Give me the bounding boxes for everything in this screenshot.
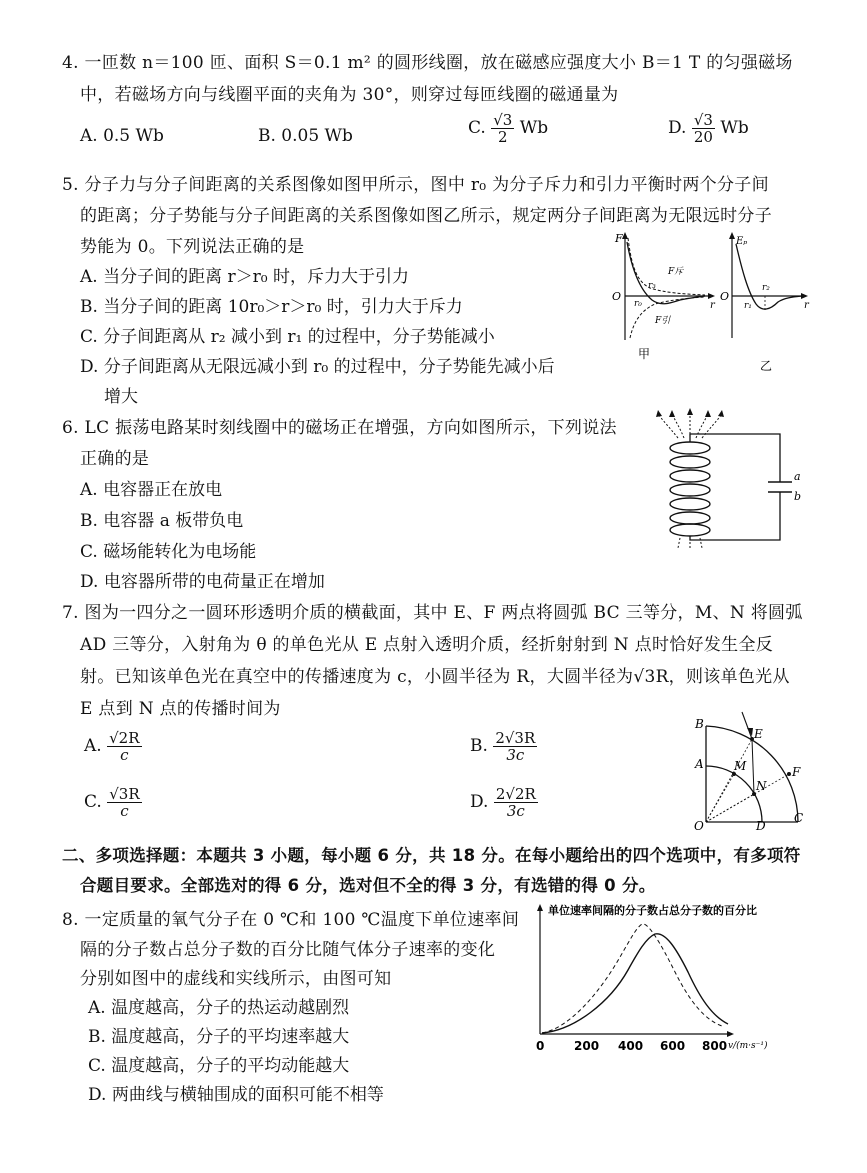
y-arrow-icon bbox=[622, 232, 628, 239]
frac-num: √3 bbox=[693, 111, 713, 129]
repulsion-curve bbox=[628, 238, 705, 295]
q6-option-d: D. 电容器所带的电荷量正在增加 bbox=[80, 572, 325, 592]
label-r3: r₃ bbox=[648, 281, 656, 291]
label-Ep: Eₚ bbox=[736, 236, 748, 247]
q7-option-b bbox=[470, 730, 537, 763]
q8-stem-line3: 分别如图中的虚线和实线所示，由图可知 bbox=[80, 969, 392, 989]
q7-option-c-fraction bbox=[107, 786, 141, 819]
frac-num: √3R bbox=[109, 785, 140, 803]
frac-num: 2√2R bbox=[495, 785, 536, 803]
q5-option-d-line2: 增大 bbox=[104, 387, 138, 407]
q4-option-d bbox=[668, 112, 749, 145]
label-O: O bbox=[694, 819, 704, 833]
section2-heading-line1: 二、多项选择题：本题共 3 小题，每小题 6 分，共 18 分。在每小题给出的四个选项中，有多项符 bbox=[62, 846, 801, 865]
label-M: M bbox=[734, 759, 747, 773]
q6-option-c: C. 磁场能转化为电场能 bbox=[80, 542, 257, 562]
field-lines bbox=[658, 412, 722, 548]
q5-stem-line3: 势能为 0。下列说法正确的是 bbox=[80, 237, 305, 257]
q7-quarter-ring-figure bbox=[690, 712, 810, 832]
q4-option-a: A. 0.5 Wb bbox=[80, 126, 164, 146]
q5-stem-line2: 的距离；分子势能与分子间距离的关系图像如图乙所示，规定两分子间距离为无限远时分子 bbox=[80, 206, 772, 226]
q7-stem-line1: 7. 图为一四分之一圆环形透明介质的横截面，其中 E、F 两点将圆弧 BC 三等分，M、N 将圆弧 bbox=[62, 603, 803, 623]
q7-stem-line3: 射。已知该单色光在真空中的传播速度为 c，小圆半径为 R，大圆半径为√3R，则该单色光从 bbox=[80, 667, 790, 687]
guide-lines bbox=[706, 739, 789, 822]
refracted-ray bbox=[752, 739, 754, 794]
q4-option-b: B. 0.05 Wb bbox=[258, 126, 353, 146]
q7-option-a-prefix: A. bbox=[84, 736, 102, 756]
q5-figure-yi bbox=[720, 230, 820, 375]
x-tick-200: 200 bbox=[574, 1039, 600, 1053]
q7-option-c bbox=[84, 786, 142, 819]
q7-option-a-fraction bbox=[107, 730, 141, 763]
x-tick-800: 800 bbox=[702, 1039, 728, 1053]
q7-option-b-prefix: B. bbox=[470, 736, 488, 756]
frac-den: c bbox=[120, 746, 129, 764]
label-A: A bbox=[695, 757, 704, 771]
label-B: B bbox=[695, 717, 704, 731]
q7-option-d-prefix: D. bbox=[470, 792, 489, 812]
y-arrow-icon bbox=[537, 904, 543, 911]
label-F: F bbox=[615, 232, 623, 245]
potential-curve bbox=[736, 244, 802, 309]
q4-option-c-unit: Wb bbox=[519, 118, 549, 138]
frac-num: √3 bbox=[493, 111, 513, 129]
label-E: E bbox=[754, 727, 763, 741]
q4-stem-line1: 4. 一匝数 n＝100 匝、面积 S＝0.1 m² 的圆形线圈，放在磁感应强度大小 B＝1 T 的匀强磁场 bbox=[62, 53, 793, 73]
x-arrow-icon bbox=[801, 293, 808, 299]
frac-den: 3c bbox=[506, 746, 525, 764]
frac-num: 2√3R bbox=[495, 729, 536, 747]
label-O: O bbox=[720, 290, 730, 303]
q6-lc-circuit-figure bbox=[640, 408, 810, 553]
q6-option-b: B. 电容器 a 板带负电 bbox=[80, 511, 244, 531]
label-D: D bbox=[756, 819, 766, 833]
q4-option-c-fraction bbox=[491, 112, 514, 145]
q7-option-d-fraction bbox=[494, 786, 538, 819]
q6-option-a: A. 电容器正在放电 bbox=[80, 480, 223, 500]
chart-xlabel: v/(m·s⁻¹) bbox=[728, 1041, 768, 1051]
label-F-repulsion: F斥 bbox=[668, 267, 684, 277]
q4-option-d-prefix: D. bbox=[668, 118, 687, 138]
q7-option-c-prefix: C. bbox=[84, 792, 102, 812]
solid-curve-100C bbox=[542, 934, 728, 1033]
q8-option-b: B. 温度越高，分子的平均速率越大 bbox=[88, 1027, 350, 1047]
frac-den: 20 bbox=[693, 128, 713, 146]
q8-stem-line1: 8. 一定质量的氧气分子在 0 ℃和 100 ℃温度下单位速率间 bbox=[62, 910, 520, 930]
q5-stem-line1: 5. 分子力与分子间距离的关系图像如图甲所示，图中 r₀ 为分子斥力和引力平衡时两个分子间 bbox=[62, 175, 769, 195]
label-r0: r₀ bbox=[634, 299, 642, 309]
q8-option-a: A. 温度越高，分子的热运动越剧烈 bbox=[88, 998, 350, 1018]
x-tick-400: 400 bbox=[618, 1039, 644, 1053]
coil-icon bbox=[670, 442, 710, 536]
label-C: C bbox=[794, 811, 804, 825]
label-r: r bbox=[804, 300, 809, 311]
q7-option-d bbox=[470, 786, 538, 819]
caption-jia: 甲 bbox=[638, 347, 651, 361]
q8-option-c: C. 温度越高，分子的平均动能越大 bbox=[88, 1056, 350, 1076]
x-tick-600: 600 bbox=[660, 1039, 686, 1053]
label-b: b bbox=[794, 490, 802, 503]
q4-option-c-prefix: C. bbox=[468, 118, 486, 138]
label-r: r bbox=[710, 300, 715, 311]
q5-option-c: C. 分子间距离从 r₂ 减小到 r₁ 的过程中，分子势能减小 bbox=[80, 327, 495, 347]
label-r1: r₁ bbox=[744, 301, 752, 311]
label-F: F bbox=[792, 765, 801, 779]
frac-den: 3c bbox=[506, 802, 525, 820]
label-F-attraction: F引 bbox=[655, 316, 671, 326]
chart-ylabel: 单位速率间隔的分子数占总分子数的百分比 bbox=[548, 904, 757, 917]
q8-stem-line2: 隔的分子数占总分子数的百分比随气体分子速率的变化 bbox=[80, 940, 496, 960]
q5-figure-jia bbox=[610, 230, 720, 365]
q6-stem-line1: 6. LC 振荡电路某时刻线圈中的磁场正在增强，方向如图所示，下列说法 bbox=[62, 418, 617, 438]
label-O: O bbox=[612, 290, 622, 303]
q6-stem-line2: 正确的是 bbox=[80, 449, 150, 469]
q7-stem-line2: AD 三等分，入射角为 θ 的单色光从 E 点射入透明介质，经折射射到 N 点时恰好发生全反 bbox=[80, 635, 774, 655]
y-arrow-icon bbox=[729, 232, 735, 239]
q4-option-d-unit: Wb bbox=[720, 118, 749, 138]
q4-option-c bbox=[468, 112, 548, 145]
q7-option-a bbox=[84, 730, 142, 763]
section2-heading-line2: 合题目要求。全部选对的得 6 分，选对但不全的得 3 分，有选错的得 0 分。 bbox=[80, 876, 656, 895]
q8-speed-distribution-chart bbox=[530, 902, 840, 1062]
q4-option-d-fraction bbox=[692, 112, 715, 145]
point-F bbox=[787, 772, 791, 776]
x-tick-0: 0 bbox=[536, 1039, 545, 1053]
q7-option-b-fraction bbox=[493, 730, 537, 763]
label-a: a bbox=[794, 470, 801, 483]
q5-option-b: B. 当分子间的距离 10r₀＞r＞r₀ 时，引力大于斥力 bbox=[80, 297, 463, 317]
q5-option-d-line1: D. 分子间距离从无限远减小到 r₀ 的过程中，分子势能先减小后 bbox=[80, 357, 555, 377]
q4-stem-line2: 中，若磁场方向与线圈平面的夹角为 30°，则穿过每匝线圈的磁通量为 bbox=[80, 85, 619, 105]
frac-den: 2 bbox=[498, 128, 508, 146]
field-arrows bbox=[656, 408, 724, 417]
x-arrow-icon bbox=[708, 293, 715, 299]
frac-num: √2R bbox=[109, 729, 140, 747]
label-N: N bbox=[756, 779, 767, 793]
q7-stem-line4: E 点到 N 点的传播时间为 bbox=[80, 699, 281, 719]
q5-option-a: A. 当分子间的距离 r＞r₀ 时，斥力大于引力 bbox=[80, 267, 409, 287]
x-arrow-icon bbox=[727, 1031, 734, 1037]
caption-yi: 乙 bbox=[760, 359, 773, 373]
dashed-curve-0C bbox=[542, 924, 722, 1033]
label-r2: r₂ bbox=[762, 283, 770, 293]
q8-option-d: D. 两曲线与横轴围成的面积可能不相等 bbox=[88, 1085, 384, 1105]
frac-den: c bbox=[120, 802, 129, 820]
